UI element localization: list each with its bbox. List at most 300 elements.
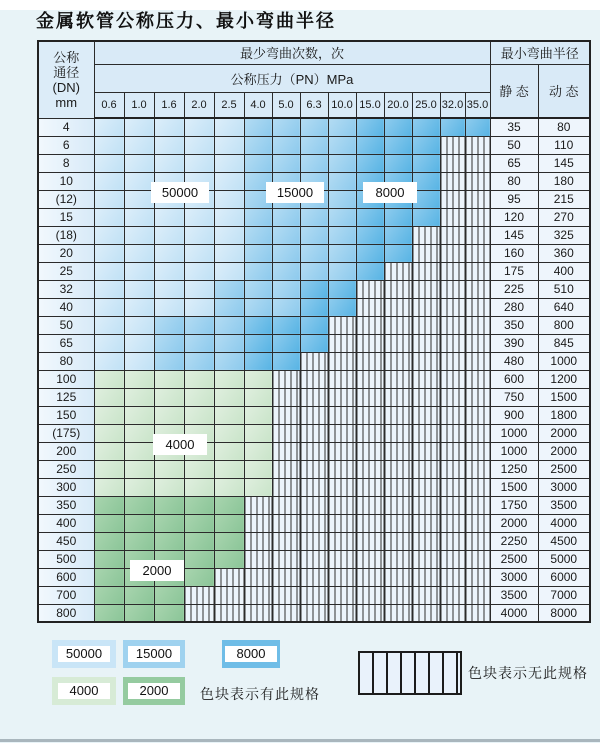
- table-row: [38, 424, 590, 442]
- region-label-15000: 15000: [267, 183, 323, 202]
- no-spec-cell: [465, 514, 490, 532]
- static-radius-cell: 95: [490, 190, 538, 208]
- no-spec-cell: [465, 406, 490, 424]
- dynamic-radius-cell: 3000: [538, 478, 590, 496]
- spec-cell: [154, 352, 184, 370]
- spec-cell: [94, 172, 124, 190]
- no-spec-cell: [384, 604, 412, 622]
- dn-cell: 8: [38, 154, 94, 172]
- no-spec-cell: [412, 532, 440, 550]
- no-spec-cell: [356, 532, 384, 550]
- dynamic-radius-cell: 180: [538, 172, 590, 190]
- dynamic-radius-cell: 800: [538, 316, 590, 334]
- static-radius-cell: 80: [490, 172, 538, 190]
- no-spec-cell: [440, 532, 465, 550]
- static-radius-cell: 225: [490, 280, 538, 298]
- spec-cell: [214, 478, 244, 496]
- no-spec-cell: [356, 298, 384, 316]
- spec-cell: [356, 262, 384, 280]
- no-spec-cell: [465, 478, 490, 496]
- no-spec-cell: [356, 406, 384, 424]
- no-spec-cell: [300, 604, 328, 622]
- table-row: [38, 244, 590, 262]
- spec-cell: [94, 568, 124, 586]
- region-label-4000: 4000: [154, 435, 206, 454]
- spec-cell: [94, 298, 124, 316]
- no-spec-cell: [328, 460, 356, 478]
- no-spec-cell: [412, 514, 440, 532]
- no-spec-cell: [272, 604, 300, 622]
- spec-cell: [214, 514, 244, 532]
- static-radius-cell: 1250: [490, 460, 538, 478]
- spec-cell: [94, 316, 124, 334]
- dn-cell: 4: [38, 118, 94, 136]
- no-spec-cell: [465, 424, 490, 442]
- no-spec-cell: [356, 352, 384, 370]
- static-radius-cell: 2500: [490, 550, 538, 568]
- table-row: [38, 586, 590, 604]
- spec-cell: [184, 334, 214, 352]
- dynamic-radius-cell: 325: [538, 226, 590, 244]
- spec-cell: [328, 136, 356, 154]
- spec-cell: [94, 280, 124, 298]
- no-spec-cell: [384, 406, 412, 424]
- no-spec-cell: [356, 424, 384, 442]
- spec-cell: [214, 244, 244, 262]
- dn-cell: 125: [38, 388, 94, 406]
- no-spec-cell: [465, 568, 490, 586]
- spec-cell: [124, 370, 154, 388]
- no-spec-cell: [412, 280, 440, 298]
- spec-cell: [124, 424, 154, 442]
- dynamic-radius-cell: 7000: [538, 586, 590, 604]
- pressure-tick: 20.0: [384, 92, 412, 118]
- dynamic-radius-cell: 215: [538, 190, 590, 208]
- spec-cell: [154, 514, 184, 532]
- spec-cell: [244, 478, 272, 496]
- spec-cell: [214, 334, 244, 352]
- spec-cell: [124, 190, 154, 208]
- no-spec-cell: [412, 568, 440, 586]
- spec-cell: [412, 208, 440, 226]
- spec-cell: [300, 262, 328, 280]
- spec-cell: [124, 244, 154, 262]
- spec-cell: [214, 298, 244, 316]
- no-spec-cell: [214, 604, 244, 622]
- spec-cell: [94, 352, 124, 370]
- no-spec-cell: [356, 550, 384, 568]
- no-spec-cell: [465, 154, 490, 172]
- no-spec-cell: [465, 370, 490, 388]
- pressure-tick: 2.0: [184, 92, 214, 118]
- static-radius-cell: 160: [490, 244, 538, 262]
- spec-cell: [412, 136, 440, 154]
- page-bottom-edge: [0, 739, 600, 742]
- spec-cell: [184, 514, 214, 532]
- no-spec-cell: [384, 586, 412, 604]
- spec-cell: [244, 262, 272, 280]
- spec-cell: [244, 334, 272, 352]
- legend-chip-15000-label: 15000: [128, 646, 180, 662]
- no-spec-cell: [384, 460, 412, 478]
- no-spec-cell: [412, 586, 440, 604]
- no-spec-cell: [465, 586, 490, 604]
- spec-cell: [244, 154, 272, 172]
- no-spec-cell: [328, 370, 356, 388]
- no-spec-cell: [412, 388, 440, 406]
- dn-cell: (18): [38, 226, 94, 244]
- dn-cell: 6: [38, 136, 94, 154]
- spec-cell: [412, 190, 440, 208]
- spec-cell: [94, 424, 124, 442]
- no-spec-cell: [272, 460, 300, 478]
- no-spec-cell: [465, 298, 490, 316]
- no-spec-cell: [356, 586, 384, 604]
- spec-cell: [94, 388, 124, 406]
- no-spec-cell: [356, 568, 384, 586]
- no-spec-cell: [412, 550, 440, 568]
- dn-cell: 10: [38, 172, 94, 190]
- no-spec-cell: [272, 568, 300, 586]
- no-spec-cell: [272, 532, 300, 550]
- pressure-tick: 2.5: [214, 92, 244, 118]
- no-spec-cell: [244, 604, 272, 622]
- no-spec-cell: [440, 172, 465, 190]
- spec-cell: [184, 226, 214, 244]
- static-radius-cell: 390: [490, 334, 538, 352]
- no-spec-cell: [272, 424, 300, 442]
- table-row: [38, 226, 590, 244]
- no-spec-cell: [440, 136, 465, 154]
- no-spec-cell: [300, 586, 328, 604]
- spec-cell: [124, 352, 154, 370]
- dn-cell: 65: [38, 334, 94, 352]
- spec-cell: [356, 244, 384, 262]
- no-spec-cell: [328, 388, 356, 406]
- spec-cell: [328, 226, 356, 244]
- spec-cell: [300, 298, 328, 316]
- dynamic-radius-cell: 640: [538, 298, 590, 316]
- no-spec-cell: [440, 208, 465, 226]
- table-row: [38, 136, 590, 154]
- spec-cell: [328, 118, 356, 136]
- spec-cell: [328, 154, 356, 172]
- spec-cell: [244, 460, 272, 478]
- pressure-tick: 1.0: [124, 92, 154, 118]
- static-radius-cell: 750: [490, 388, 538, 406]
- static-radius-cell: 3000: [490, 568, 538, 586]
- spec-cell: [94, 118, 124, 136]
- no-spec-cell: [440, 262, 465, 280]
- static-radius-cell: 350: [490, 316, 538, 334]
- no-spec-cell: [184, 586, 214, 604]
- dynamic-radius-cell: 80: [538, 118, 590, 136]
- no-spec-cell: [244, 568, 272, 586]
- spec-cell: [184, 370, 214, 388]
- table-row: [38, 568, 590, 586]
- spec-cell: [244, 298, 272, 316]
- spec-cell: [244, 280, 272, 298]
- spec-cell: [214, 190, 244, 208]
- spec-cell: [94, 586, 124, 604]
- pressure-tick: 4.0: [244, 92, 272, 118]
- spec-cell: [214, 496, 244, 514]
- spec-cell: [124, 478, 154, 496]
- spec-cell: [154, 118, 184, 136]
- spec-cell: [154, 478, 184, 496]
- table-row: [38, 604, 590, 622]
- spec-cell: [214, 136, 244, 154]
- spec-cell: [300, 136, 328, 154]
- spec-cell: [272, 262, 300, 280]
- pressure-tick: 15.0: [356, 92, 384, 118]
- spec-cell: [214, 424, 244, 442]
- no-spec-cell: [244, 496, 272, 514]
- legend-chip-15000: [123, 640, 185, 668]
- no-spec-cell: [412, 352, 440, 370]
- spec-cell: [154, 226, 184, 244]
- dn-cell: 200: [38, 442, 94, 460]
- no-spec-cell: [384, 424, 412, 442]
- spec-cell: [124, 334, 154, 352]
- spec-cell: [184, 460, 214, 478]
- pressure-radius-table: [37, 40, 591, 623]
- dn-cell: 80: [38, 352, 94, 370]
- no-spec-cell: [214, 586, 244, 604]
- no-spec-cell: [440, 244, 465, 262]
- no-spec-cell: [272, 496, 300, 514]
- spec-cell: [328, 190, 356, 208]
- spec-cell: [328, 244, 356, 262]
- spec-cell: [412, 172, 440, 190]
- spec-cell: [244, 226, 272, 244]
- page-title: 金属软管公称压力、最小弯曲半径: [36, 11, 336, 32]
- no-spec-cell: [440, 586, 465, 604]
- spec-cell: [154, 316, 184, 334]
- dynamic-radius-cell: 1800: [538, 406, 590, 424]
- dn-cell: (12): [38, 190, 94, 208]
- spec-cell: [124, 586, 154, 604]
- no-spec-cell: [328, 334, 356, 352]
- spec-cell: [214, 550, 244, 568]
- legend-has-spec-note: 色块表示有此规格: [200, 686, 320, 702]
- no-spec-cell: [440, 190, 465, 208]
- static-radius-cell: 1750: [490, 496, 538, 514]
- table-row: [38, 316, 590, 334]
- no-spec-cell: [465, 136, 490, 154]
- legend-chip-2000: [123, 677, 185, 705]
- no-spec-cell: [465, 262, 490, 280]
- dn-cell: (175): [38, 424, 94, 442]
- spec-cell: [272, 136, 300, 154]
- legend-chip-8000-label: 8000: [225, 646, 277, 662]
- no-spec-cell: [465, 532, 490, 550]
- no-spec-cell: [412, 298, 440, 316]
- legend-chip-4000-label: 4000: [58, 683, 110, 699]
- pressure-tick: 1.6: [154, 92, 184, 118]
- spec-cell: [244, 316, 272, 334]
- dynamic-radius-cell: 3500: [538, 496, 590, 514]
- legend-chip-2000-label: 2000: [128, 683, 180, 699]
- spec-cell: [244, 136, 272, 154]
- no-spec-cell: [328, 406, 356, 424]
- static-radius-cell: 1000: [490, 442, 538, 460]
- table-row: [38, 388, 590, 406]
- table-row: [38, 370, 590, 388]
- table-row: [38, 208, 590, 226]
- spec-cell: [214, 388, 244, 406]
- spec-cell: [272, 208, 300, 226]
- no-spec-cell: [384, 514, 412, 532]
- static-header: 静 态: [490, 64, 538, 118]
- spec-cell: [184, 406, 214, 424]
- dynamic-radius-cell: 270: [538, 208, 590, 226]
- no-spec-cell: [440, 550, 465, 568]
- legend-no-spec-note: 色块表示无此规格: [468, 665, 588, 681]
- static-radius-cell: 1000: [490, 424, 538, 442]
- no-spec-cell: [412, 496, 440, 514]
- spec-cell: [300, 208, 328, 226]
- dn-cell: 20: [38, 244, 94, 262]
- no-spec-cell: [384, 370, 412, 388]
- spec-cell: [300, 154, 328, 172]
- static-radius-cell: 120: [490, 208, 538, 226]
- spec-cell: [124, 262, 154, 280]
- dynamic-radius-cell: 4000: [538, 514, 590, 532]
- dn-cell: 40: [38, 298, 94, 316]
- static-radius-cell: 480: [490, 352, 538, 370]
- no-spec-cell: [384, 568, 412, 586]
- region-label-8000: 8000: [364, 183, 416, 202]
- spec-cell: [154, 244, 184, 262]
- static-radius-cell: 900: [490, 406, 538, 424]
- spec-cell: [384, 118, 412, 136]
- spec-cell: [124, 604, 154, 622]
- spec-cell: [272, 352, 300, 370]
- spec-cell: [94, 208, 124, 226]
- no-spec-cell: [356, 460, 384, 478]
- spec-cell: [384, 226, 412, 244]
- dynamic-radius-cell: 360: [538, 244, 590, 262]
- dynamic-radius-cell: 2000: [538, 424, 590, 442]
- no-spec-cell: [440, 604, 465, 622]
- no-spec-cell: [440, 370, 465, 388]
- legend-chip-50000-label: 50000: [58, 646, 110, 662]
- spec-cell: [412, 118, 440, 136]
- spec-cell: [465, 118, 490, 136]
- dynamic-radius-cell: 510: [538, 280, 590, 298]
- spec-cell: [124, 280, 154, 298]
- no-spec-cell: [465, 550, 490, 568]
- dn-cell: 450: [38, 532, 94, 550]
- no-spec-cell: [300, 478, 328, 496]
- spec-cell: [328, 262, 356, 280]
- spec-cell: [94, 442, 124, 460]
- no-spec-cell: [328, 478, 356, 496]
- spec-cell: [94, 226, 124, 244]
- spec-cell: [184, 136, 214, 154]
- table-row: [38, 460, 590, 478]
- spec-cell: [440, 118, 465, 136]
- no-spec-cell: [465, 460, 490, 478]
- spec-cell: [214, 352, 244, 370]
- spec-cell: [300, 226, 328, 244]
- spec-cell: [244, 370, 272, 388]
- static-radius-cell: 2250: [490, 532, 538, 550]
- dn-cell: 50: [38, 316, 94, 334]
- no-spec-cell: [328, 586, 356, 604]
- no-spec-cell: [465, 352, 490, 370]
- pressure-tick: 35.0: [465, 92, 490, 118]
- spec-cell: [124, 496, 154, 514]
- static-radius-cell: 600: [490, 370, 538, 388]
- no-spec-cell: [384, 334, 412, 352]
- no-spec-cell: [328, 442, 356, 460]
- spec-cell: [244, 118, 272, 136]
- spec-cell: [214, 460, 244, 478]
- no-spec-cell: [356, 442, 384, 460]
- no-spec-cell: [465, 244, 490, 262]
- pressure-tick: 32.0: [440, 92, 465, 118]
- spec-cell: [214, 406, 244, 424]
- table-row: [38, 298, 590, 316]
- spec-cell: [154, 334, 184, 352]
- dynamic-radius-cell: 2500: [538, 460, 590, 478]
- spec-cell: [184, 388, 214, 406]
- no-spec-cell: [384, 496, 412, 514]
- dynamic-radius-cell: 845: [538, 334, 590, 352]
- legend-chip-50000: [52, 640, 116, 668]
- no-spec-cell: [412, 424, 440, 442]
- spec-cell: [384, 244, 412, 262]
- spec-cell: [384, 136, 412, 154]
- no-spec-cell: [300, 568, 328, 586]
- no-spec-cell: [272, 406, 300, 424]
- spec-cell: [300, 118, 328, 136]
- dynamic-radius-cell: 8000: [538, 604, 590, 622]
- no-spec-cell: [384, 298, 412, 316]
- spec-cell: [124, 136, 154, 154]
- spec-cell: [356, 136, 384, 154]
- spec-cell: [154, 154, 184, 172]
- no-spec-cell: [440, 442, 465, 460]
- spec-cell: [328, 298, 356, 316]
- no-spec-cell: [412, 442, 440, 460]
- dynamic-header: 动 态: [538, 64, 590, 118]
- no-spec-cell: [244, 532, 272, 550]
- no-spec-cell: [214, 568, 244, 586]
- no-spec-cell: [300, 460, 328, 478]
- no-spec-cell: [440, 496, 465, 514]
- no-spec-cell: [465, 334, 490, 352]
- table-row: [38, 118, 590, 136]
- spec-cell: [184, 262, 214, 280]
- spec-cell: [272, 244, 300, 262]
- pressure-tick: 6.3: [300, 92, 328, 118]
- spec-cell: [272, 226, 300, 244]
- no-spec-cell: [440, 352, 465, 370]
- no-spec-cell: [300, 406, 328, 424]
- no-spec-cell: [328, 532, 356, 550]
- dn-cell: 350: [38, 496, 94, 514]
- spec-cell: [214, 316, 244, 334]
- no-spec-cell: [300, 424, 328, 442]
- spec-table: [37, 40, 591, 623]
- dynamic-radius-cell: 1200: [538, 370, 590, 388]
- no-spec-cell: [384, 550, 412, 568]
- spec-cell: [124, 460, 154, 478]
- no-spec-cell: [465, 172, 490, 190]
